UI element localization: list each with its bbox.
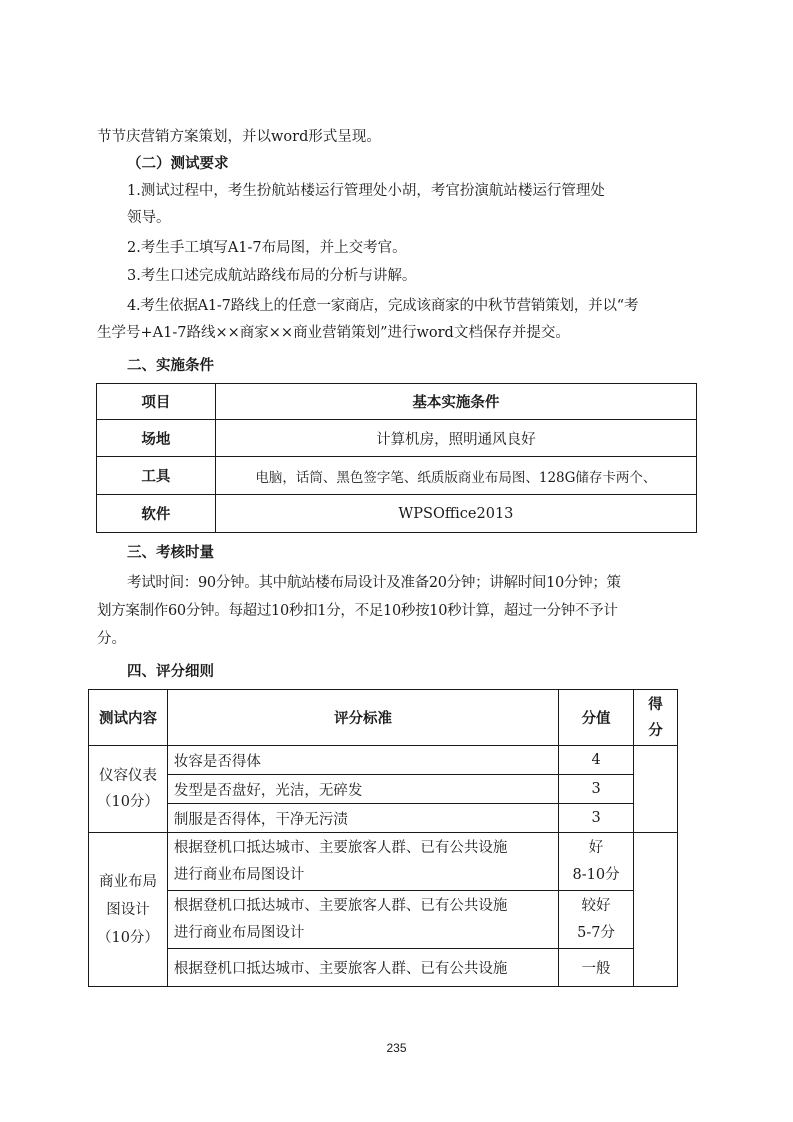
score-cell: 3 <box>559 804 634 833</box>
conditions-table <box>96 383 697 533</box>
group-label-line: （10分） <box>96 794 159 810</box>
time-line: 分。 <box>97 631 126 647</box>
score-cell: 3 <box>559 775 634 804</box>
scoring-heading: 四、评分细则 <box>127 664 214 680</box>
score-line: 5-7分 <box>577 924 615 941</box>
table-row <box>89 833 678 891</box>
requirement-line: 2.考生手工填写A1-7布局图，并上交考官。 <box>127 240 407 256</box>
criteria-cell <box>167 891 558 949</box>
table-row <box>97 420 697 457</box>
table-row <box>97 495 697 533</box>
row-value: WPSOffice2013 <box>215 495 696 533</box>
header-content: 测试内容 <box>89 690 168 746</box>
requirement-line: 4.考生依据A1-7路线上的任意一家商店，完成该商家的中秋节营销策划，并以“考 <box>127 298 639 314</box>
row-label: 场地 <box>97 420 216 457</box>
table-row <box>97 457 697 495</box>
score-line: 一般 <box>581 961 611 977</box>
page-number: 235 <box>386 1041 407 1055</box>
header-conditions: 基本实施条件 <box>215 384 696 420</box>
time-line: 划方案制作60分钟。每超过10秒扣1分，不足10秒按10秒计算，超过一分钟不予计 <box>97 603 618 619</box>
score-line: 8-10分 <box>572 866 620 883</box>
table-row <box>89 775 678 804</box>
row-label: 软件 <box>97 495 216 533</box>
score-cell <box>559 891 634 949</box>
criteria-cell: 制服是否得体，干净无污渍 <box>167 804 558 833</box>
criteria-cell: 妆容是否得体 <box>167 746 558 775</box>
group-label-line: 商业布局 <box>98 873 157 890</box>
time-heading: 三、考核时量 <box>127 545 214 561</box>
header-criteria: 评分标准 <box>167 690 558 746</box>
score-cell: 4 <box>559 746 634 775</box>
group-label-line: 图设计 <box>106 901 150 918</box>
time-line: 考试时间：90分钟。其中航站楼布局设计及准备20分钟；讲解时间10分钟；策 <box>127 575 621 591</box>
criteria-line: 根据登机口抵达城市、主要旅客人群、已有公共设施 <box>173 961 508 977</box>
group-label-line: （10分） <box>96 929 159 946</box>
result-cell <box>634 746 678 833</box>
criteria-cell: 发型是否盘好，光洁，无碎发 <box>167 775 558 804</box>
row-value: 电脑，话筒、黑色签字笔、纸质版商业布局图、128G储存卡两个、 <box>215 457 696 495</box>
paragraph-continuation: 节节庆营销方案策划，并以word形式呈现。 <box>97 129 381 145</box>
criteria-cell <box>167 833 558 891</box>
score-cell <box>559 833 634 891</box>
criteria-line: 根据登机口抵达城市、主要旅客人群、已有公共设施 <box>173 839 508 856</box>
criteria-line: 进行商业布局图设计 <box>173 924 305 941</box>
criteria-line: 进行商业布局图设计 <box>173 866 305 883</box>
group-label-line: 仪容仪表 <box>98 768 157 784</box>
requirement-line: 3.考生口述完成航站路线布局的分析与讲解。 <box>127 268 417 284</box>
table-header-row <box>97 384 697 420</box>
table-row <box>89 891 678 949</box>
scoring-table <box>88 689 678 987</box>
requirement-line: 领导。 <box>127 210 171 226</box>
conditions-heading: 二、实施条件 <box>127 358 214 374</box>
criteria-line: 根据登机口抵达城市、主要旅客人群、已有公共设施 <box>173 897 508 914</box>
group-label <box>89 833 168 987</box>
score-line: 好 <box>588 839 604 856</box>
score-cell <box>559 949 634 987</box>
header-score: 分值 <box>559 690 634 746</box>
test-requirements-heading: （二）测试要求 <box>127 156 229 172</box>
header-result: 得分 <box>634 690 678 746</box>
table-row <box>89 804 678 833</box>
table-header-row <box>89 690 678 746</box>
group-label <box>89 746 168 833</box>
row-value: 计算机房，照明通风良好 <box>215 420 696 457</box>
table-row <box>89 949 678 987</box>
row-label: 工具 <box>97 457 216 495</box>
score-line: 较好 <box>581 897 611 914</box>
criteria-cell <box>167 949 558 987</box>
requirement-line: 生学号+A1-7路线××商家××商业营销策划”进行word文档保存并提交。 <box>97 325 570 341</box>
header-item: 项目 <box>97 384 216 420</box>
result-cell <box>634 833 678 987</box>
table-row <box>89 746 678 775</box>
requirement-line: 1.测试过程中，考生扮航站楼运行管理处小胡，考官扮演航站楼运行管理处 <box>127 183 605 199</box>
